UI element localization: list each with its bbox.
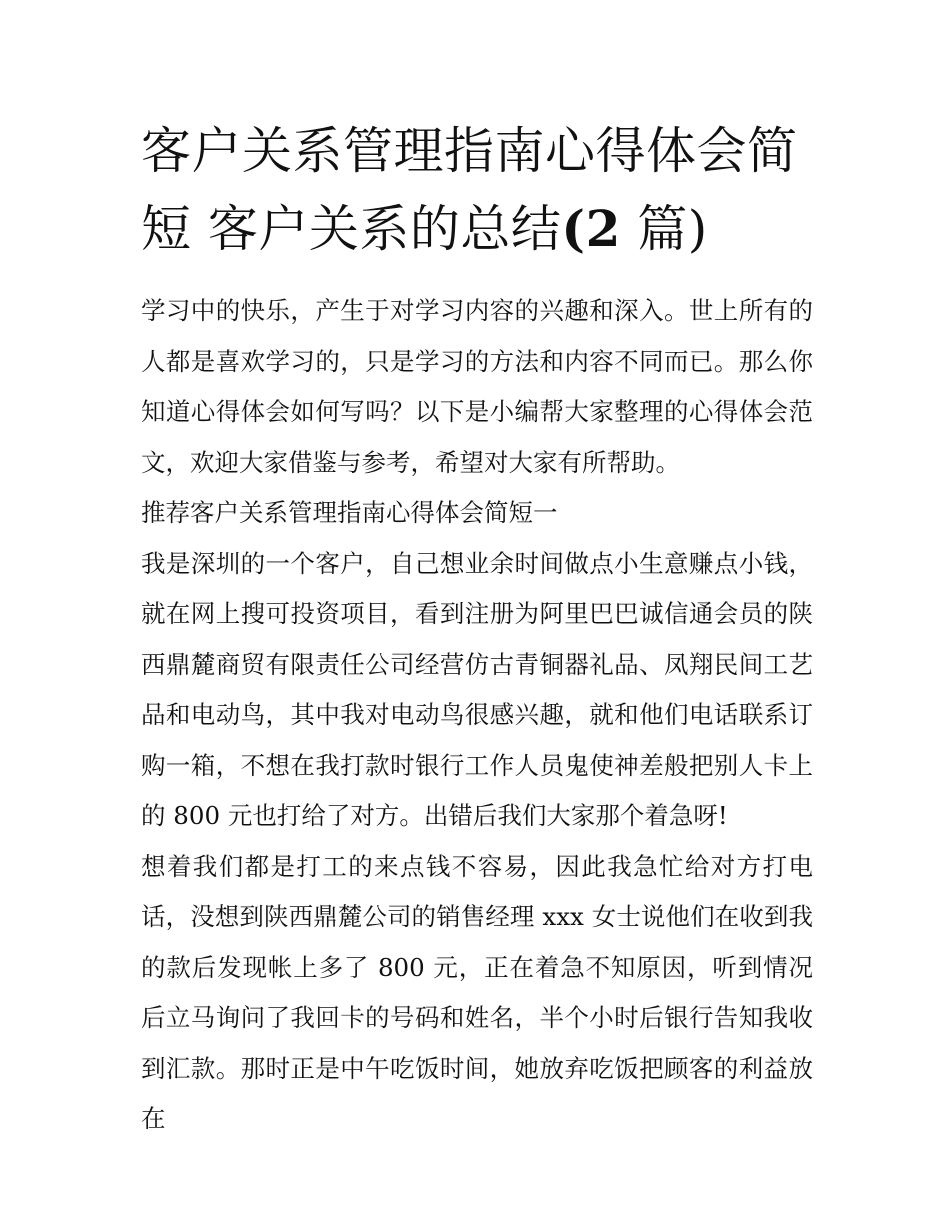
title-count-suffix: 篇): [620, 200, 708, 258]
title-line-2-text: 短 客户关系的总结: [141, 200, 562, 258]
document-title: [141, 112, 813, 268]
body-paragraph: 我是深圳的一个客户，自己想业余时间做点小生意赚点小钱，就在网上搜可投资项目，看到注册为阿里巴巴诚信通会员的陕西鼎麓商贸有限责任公司经营仿古青铜器礼品、凤翔民间工艺品和电动鸟，其中我对电动鸟很感兴趣，就和他们电话联系订购一箱，不想在我打款时银行工作人员鬼使神差般把别人卡上的 800 元也打给了对方。出错后我们大家那个着急呀!: [141, 548, 813, 830]
section-heading: 推荐客户关系管理指南心得体会简短一: [141, 498, 558, 527]
document-body: [141, 112, 813, 1145]
intro-paragraph: 学习中的快乐，产生于对学习内容的兴趣和深入。世上所有的人都是喜欢学习的，只是学习的方法和内容不同而已。那么你知道心得体会如何写吗？以下是小编帮大家整理的心得体会范文，欢迎大家借鉴与参考，希望对大家有所帮助。: [141, 296, 813, 477]
title-line-1: 客户关系管理指南心得体会简: [141, 122, 798, 180]
title-count: (2: [561, 199, 621, 258]
title-line-2: [141, 190, 813, 268]
body-paragraph: 想着我们都是打工的来点钱不容易，因此我急忙给对方打电话，没想到陕西鼎麓公司的销售经理 xxx 女士说他们在收到我的款后发现帐上多了 800 元，正在着急不知原因，听到情况后立马询问了我回卡的号码和姓名，半个小时后银行告知我收到汇款。那时正是中午吃饭时间，她放弃吃饭把顾客的利益放在: [141, 851, 813, 1133]
